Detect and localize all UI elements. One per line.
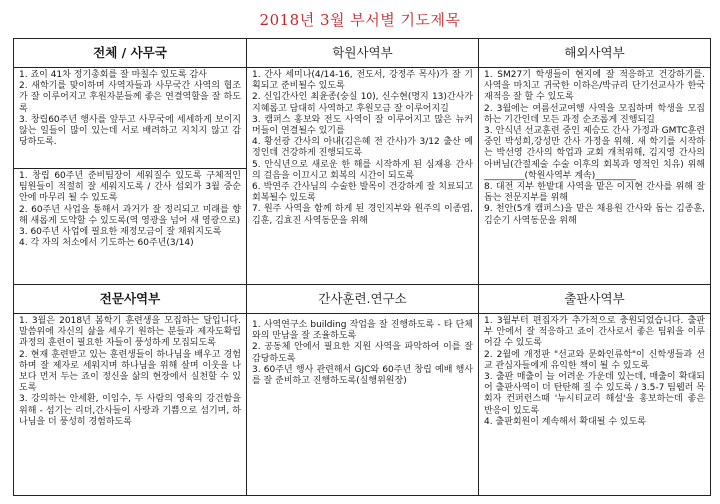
campus-list <box>247 68 478 284</box>
list-item: 3. 60주년 사업에 필요한 재정모금이 잘 채워지도록 <box>19 227 222 238</box>
list-item: 4. 각 자의 처소에서 기도하는 60주년(3/14) <box>19 238 194 249</box>
general-list-a <box>14 68 246 168</box>
list-item: 1. 간사 세미나(4/14-16, 전도서, 강정주 목사)가 잘 기획되고 준비될수 있도록 <box>252 70 473 92</box>
section-publishing <box>479 285 711 496</box>
list-item: 2. 60주년 사업을 통해서 과거가 잘 정리되고 미래를 향해 새롭게 도약할 수 있도록(역 영광을 넘어 새 영광으로) <box>19 204 241 226</box>
section-header-campus: 학원사역부 <box>247 39 478 68</box>
section-overseas <box>479 39 711 285</box>
section-header-overseas: 해외사역부 <box>479 39 710 68</box>
section-training <box>247 285 479 496</box>
list-item: 3. 출판 매출이 늘 어려운 가운데 있는데, 매출이 확대되어 출판사역이 더 탄탄해 질 수 있도록 / 3.5-7 팀웹러 목회자 컨퍼런스때 '뉴시티교리 해설'을 홍보하는데 좋은 반응이 있도록 <box>484 372 705 416</box>
list-item: 6. 박연주 간사님의 수술한 발목이 건강하게 잘 치료되고 회복될수 있도록 <box>252 182 473 204</box>
list-item: 5. 안식년으로 새로운 한 해를 시작하게 된 심재용 간사의 걸음을 이끄시고 회복의 시간이 되도록 <box>252 159 473 181</box>
list-item: 2. 새학기를 맞이하며 사역자들과 사무국간 사역의 협조가 잘 이루어지고 후원자분들께 좋은 연결역할을 잘 하도록 <box>19 81 241 114</box>
section-campus <box>247 39 479 285</box>
list-item: 2. 공동체 안에서 필요한 지원 사역을 파악하여 이를 잘 감당하도록 <box>252 342 473 364</box>
section-header-professional: 전문사역부 <box>14 285 246 314</box>
list-item: 1. 3월부터 편집자가 추가적으로 충원되었습니다. 출판부 안에서 잘 적응하고 죠이 간사로서 좋은 팀워을 이루어갈 수 있도록 <box>484 316 705 349</box>
list-item: 1. SM27기 학생들이 현지에 잘 적응하고 건강하기를. 사역을 마치고 귀국한 이하은/박규리 단기선교사가 한국 재적응 잘 할 수 있도록 <box>484 70 705 103</box>
professional-list <box>14 314 246 491</box>
section-general <box>14 39 247 285</box>
list-item: 3. 안식년 선교훈련 중인 제승도 간사 가정과 GMTC훈련중인 박성희,강성만 간사 가정을 위해. 새 학기를 시작하는 박선영 간사의 학업과 교회 개척위해, 김지영 간사의 아버님(간절제술 수술 이후의 회복과 영적인 치유) 위해 _________(학원사역부 계속)_________ <box>484 126 705 181</box>
list-item: 3. 캠퍼스 홍보와 전도 사역이 잘 이루어지고 많은 뉴커머들이 연결될수 있기를 <box>252 114 473 137</box>
section-header-publishing: 출판사역부 <box>479 285 710 314</box>
overseas-list <box>479 68 710 284</box>
training-list <box>247 314 478 495</box>
list-item: 3. 창립60주년 행사를 앞두고 사무국에 세세하게 보이지 않는 일들이 많이 있는데 서로 배려하고 지치지 않고 감당하도록. <box>19 114 241 148</box>
page-title: 2018년 3월 부서별 기도제목 <box>259 11 461 29</box>
list-item: 8. 대전 지부 한밭대 사역을 맡은 이지현 간사를 위해 잘 돕는 전문지부를 위해 <box>484 182 705 204</box>
list-item: 7. 원주 사역을 함께 하게 된 경인지부와 원주의 이종엽, 김훈, 김효진 사역동문을 위해 <box>252 204 473 226</box>
section-header-training: 간사훈련.연구소 <box>247 285 478 314</box>
list-item: 2. 신입간사인 최윤종(숭실 10), 신수현(명지 13)간사가 지혜롭고 담대히 사역하고 후원모금 잘 이루어지길 <box>252 92 473 114</box>
section-professional <box>14 285 247 496</box>
list-item: 2. 현재 훈련받고 있는 훈련생들이 하나님을 배우고 경험하며 잘 제자로 세워지며 하나님을 위해 살며 이웃을 나보다 먼저 두는 죠이 정신을 삶의 현장에서 실천할 수 있도록 <box>19 349 241 394</box>
list-item: 4. 출판회원이 계속해서 확대될 수 있도록 <box>484 416 646 427</box>
section-header-general: 전체 / 사무국 <box>14 39 246 68</box>
list-item: 1. 3월은 2018년 봄학기 훈련생을 모집하는 달입니다. 말씀위에 자신의 삶을 세우기 원하는 분들과 제자도확립과정의 훈련이 필요한 자들이 풍성하게 모집되도록 <box>19 316 241 349</box>
list-item: 1. 창립 60주년 준비팀장이 세워질수 있도록 구체적인 팀원들이 적절히 잘 세워지도록 / 간사 섭외가 3월 중순 안에 마무리 될 수 있도록 <box>19 171 241 204</box>
list-item: 3. 60주년 행사 관련해서 GJC와 60주년 창립 예배 행사를 잘 준비하고 진행하도록(실행위원장) <box>252 364 473 387</box>
list-item: 1. 죠이 41차 정기총회를 잘 마칠수 있도록 감사 <box>19 70 207 80</box>
list-item: 4. 황선광 간사의 아내(김은혜 전 간사)가 3/12 출산 예정인데 건강하게 진행되도록 <box>252 137 473 159</box>
list-item: 2. 3월에는 여름선교여행 사역을 모집하며 학생을 모집하는 기간인데 모든 과정 순조롭게 진행되길 <box>484 103 705 125</box>
list-item: 9. 천안(5개 캠퍼스)을 맡은 채용원 간사와 돕는 김종훈, 김순기 사역동문을 위해 <box>484 204 705 226</box>
general-list-b <box>14 168 246 288</box>
publishing-list <box>479 314 710 491</box>
list-item: 2. 2월에 개정판 "선교와 문화인류학"이 신학생들과 선교 관심자들에게 유익한 책이 될 수 있도록 <box>484 349 705 371</box>
prayer-table <box>13 38 711 496</box>
list-item: 3. 강의하는 안세환, 이임수, 두 사람의 영육의 강건함을 위해 - 섬기는 리더,간사들이 사랑과 기쁨으로 섬기며, 하나님을 더 풍성히 경험하도록 <box>19 394 241 427</box>
list-item: 1. 사역연구소 building 작업을 잘 진행하도록 - 타 단체와의 만남을 잘 조율하도록 <box>252 320 473 342</box>
